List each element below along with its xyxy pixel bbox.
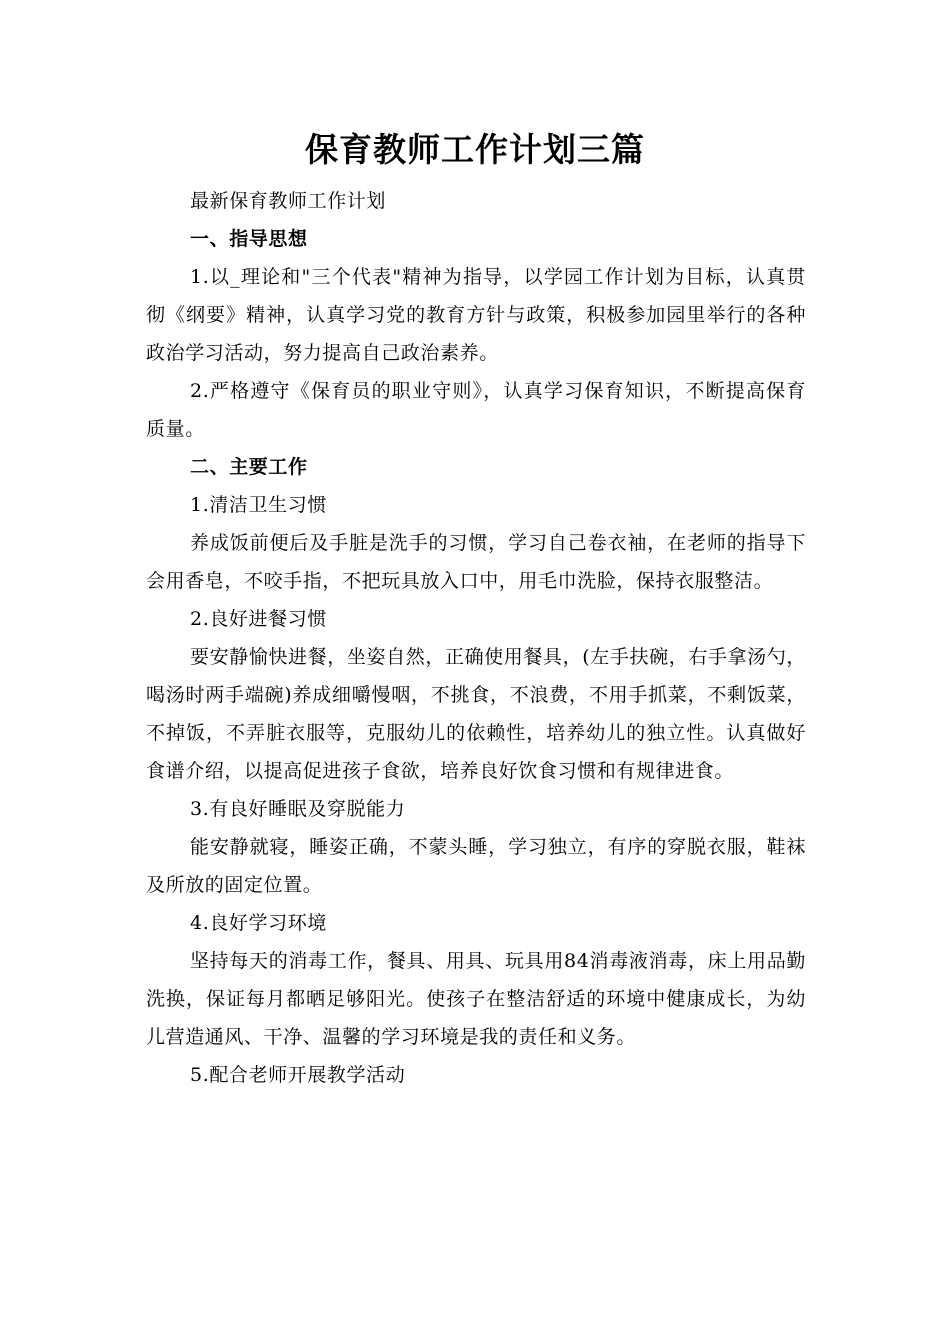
document-title: 保育教师工作计划三篇 <box>305 130 645 169</box>
paragraph: 2.严格遵守《保育员的职业守则》，认真学习保育知识，不断提高保育质量。 <box>146 380 806 440</box>
item-heading: 3.有良好睡眠及穿脱能力 <box>190 798 406 820</box>
paragraph: 养成饭前便后及手脏是洗手的习惯，学习自己卷衣袖，在老师的指导下会用香皂，不咬手指，不把玩具放入口中，用毛巾洗脸，保持衣服整洁。 <box>146 532 806 592</box>
item-heading: 4.良好学习环境 <box>190 912 327 934</box>
item-heading: 2.良好进餐习惯 <box>190 608 327 630</box>
paragraph: 能安静就寝，睡姿正确，不蒙头睡，学习独立，有序的穿脱衣服，鞋袜及所放的固定位置。 <box>146 836 806 896</box>
paragraph: 要安静愉快进餐，坐姿自然，正确使用餐具，(左手扶碗，右手拿汤勺，喝汤时两手端碗)养成细嚼慢咽，不挑食，不浪费，不用手抓菜，不剩饭菜，不掉饭，不弄脏衣服等，克服幼儿的依赖性，培养幼儿的独立性。认真做好食谱介绍，以提高促进孩子食欲，培养良好饮食习惯和有规律进食。 <box>146 646 806 782</box>
paragraph: 坚持每天的消毒工作，餐具、用具、玩具用84消毒液消毒，床上用品勤洗换，保证每月都晒足够阳光。使孩子在整洁舒适的环境中健康成长，为幼儿营造通风、干净、温馨的学习环境是我的责任和义务。 <box>146 950 806 1048</box>
section-heading-main-work: 二、主要工作 <box>190 456 308 478</box>
subtitle-paragraph: 最新保育教师工作计划 <box>190 190 387 212</box>
item-heading: 5.配合老师开展教学活动 <box>190 1064 406 1086</box>
paragraph: 1.以_理论和"三个代表"精神为指导，以学园工作计划为目标，认真贯彻《纲要》精神，认真学习党的教育方针与政策，积极参加园里举行的各种政治学习活动，努力提高自己政治素养。 <box>146 266 806 364</box>
item-heading: 1.清洁卫生习惯 <box>190 494 327 516</box>
document-body <box>146 182 806 1094</box>
section-heading-guiding-ideology: 一、指导思想 <box>190 228 308 250</box>
